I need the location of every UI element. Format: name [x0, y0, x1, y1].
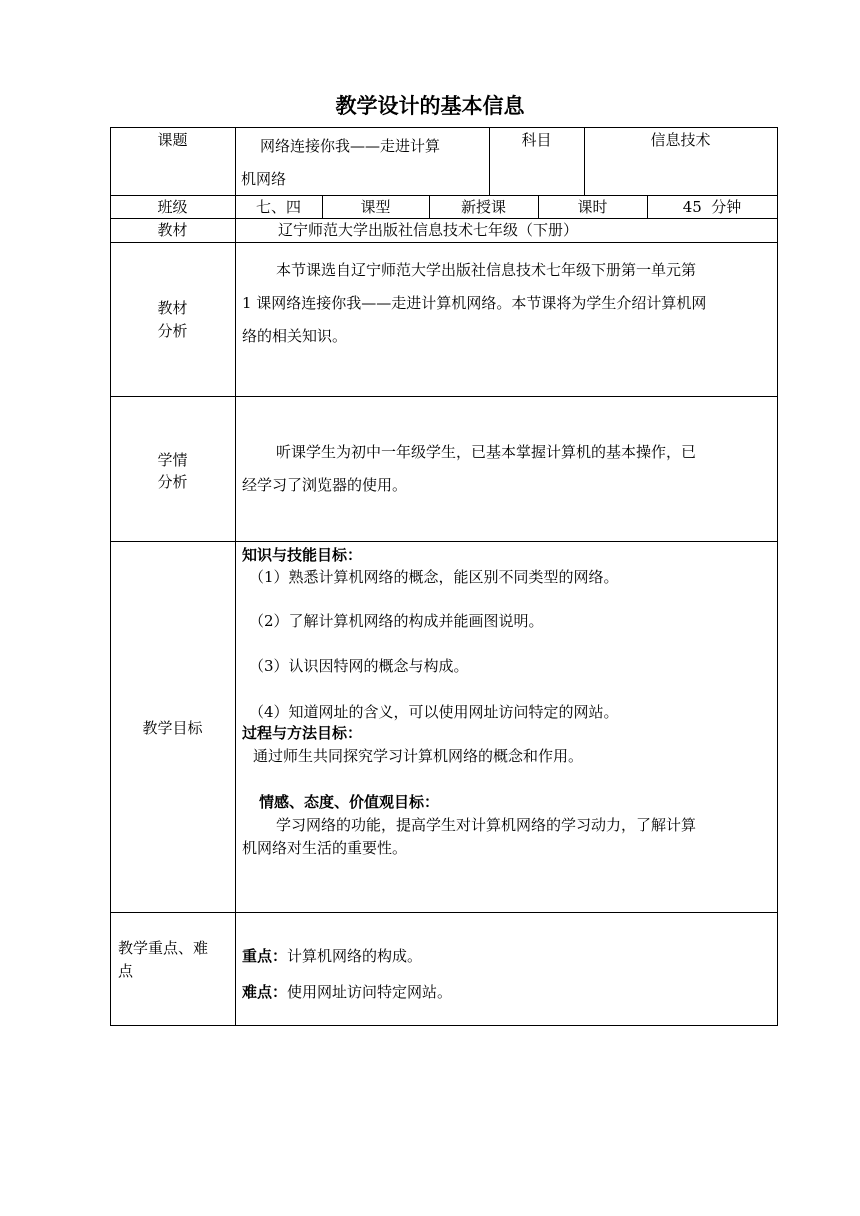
class-hours-value: 45 分钟: [682, 198, 742, 216]
table-border-right: [777, 127, 778, 1026]
key-point-label: 重点：: [242, 947, 288, 965]
difficulty-row: [242, 982, 762, 1002]
difficulty-label: 难点：: [242, 983, 288, 1001]
attitude-values-heading: 情感、态度、价值观目标：: [259, 793, 440, 811]
key-points-label-line2: 点: [118, 962, 134, 980]
column-divider: [235, 127, 236, 1026]
textbook-analysis-text-line3: 络的相关知识。: [242, 327, 348, 345]
process-methods-text: 通过师生共同探究学习计算机网络的概念和作用。: [253, 747, 584, 765]
table-border-left: [110, 127, 111, 1026]
student-analysis-label-line1: 学情: [157, 451, 188, 469]
subject-label: 科目: [521, 131, 552, 149]
attitude-values-text-line2: 机网络对生活的重要性。: [242, 839, 408, 857]
row-divider: [110, 218, 778, 219]
table-border-bottom: [110, 1025, 778, 1026]
goal-item: （3）认识因特网的概念与构成。: [249, 657, 469, 675]
student-analysis-text-line2: 经学习了浏览器的使用。: [242, 476, 408, 494]
row-divider: [110, 242, 778, 243]
lesson-type-label: 课型: [360, 198, 391, 216]
topic-value-line2: 机网络: [241, 170, 287, 188]
subject-value: 信息技术: [650, 131, 711, 149]
textbook-value: 辽宁师范大学出版社信息技术七年级（下册）: [278, 221, 579, 239]
key-point-row: [242, 946, 762, 966]
lesson-type-value: 新授课: [460, 198, 506, 216]
student-analysis-label-line2: 分析: [157, 473, 188, 491]
textbook-analysis-text-line1: 本节课选自辽宁师范大学出版社信息技术七年级下册第一单元第: [276, 261, 697, 279]
row-divider: [110, 912, 778, 913]
knowledge-skills-heading: 知识与技能目标：: [242, 546, 363, 564]
goal-item: （2）了解计算机网络的构成并能画图说明。: [249, 612, 544, 630]
teaching-goals-label: 教学目标: [142, 719, 203, 737]
difficulty-value: 使用网址访问特定网站。: [287, 983, 453, 1001]
class-value: 七、四: [255, 198, 301, 216]
topic-label: 课题: [157, 131, 188, 149]
attitude-values-text-line1: 学习网络的功能，提高学生对计算机网络的学习动力，了解计算: [276, 816, 697, 834]
textbook-analysis-label-line2: 分析: [157, 322, 188, 340]
topic-value-line1: 网络连接你我——走进计算: [260, 137, 441, 155]
class-label: 班级: [157, 198, 188, 216]
process-methods-heading: 过程与方法目标：: [242, 724, 363, 742]
textbook-label: 教材: [157, 221, 188, 239]
student-analysis-text-line1: 听课学生为初中一年级学生，已基本掌握计算机的基本操作，已: [276, 443, 697, 461]
row-divider: [110, 195, 778, 196]
table-border-top: [110, 127, 778, 128]
key-point-value: 计算机网络的构成。: [287, 947, 423, 965]
goal-item: （4）知道网址的含义，可以使用网址访问特定的网站。: [249, 703, 619, 721]
row-divider: [110, 396, 778, 397]
textbook-analysis-text-line2: 1 课网络连接你我——走进计算机网络。本节课将为学生介绍计算机网: [242, 294, 707, 312]
class-hours-label: 课时: [577, 198, 608, 216]
page-title: 教学设计的基本信息: [335, 94, 525, 118]
key-points-label-line1: 教学重点、难: [118, 939, 209, 957]
row-divider: [110, 541, 778, 542]
textbook-analysis-label-line1: 教材: [157, 299, 188, 317]
goal-item: （1）熟悉计算机网络的概念，能区别不同类型的网络。: [249, 568, 619, 586]
